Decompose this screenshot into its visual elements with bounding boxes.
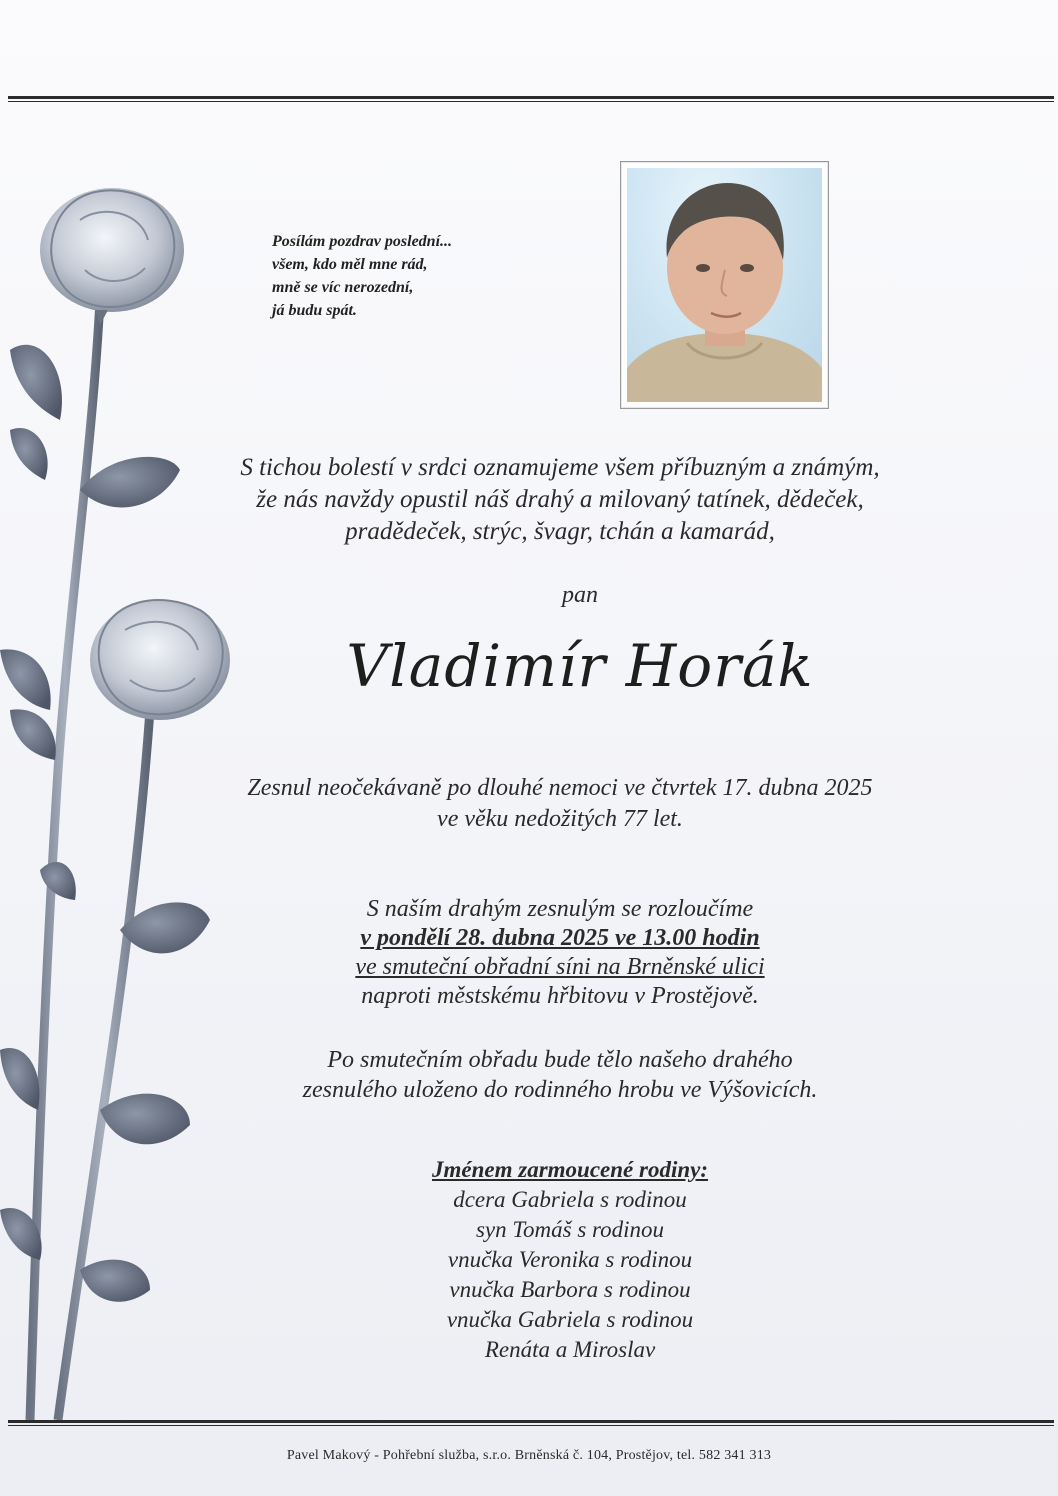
pan-label: pan	[562, 582, 598, 608]
death-line: Zesnul neočekávaně po dlouhé nemoci ve čtvrtek 17. dubna 2025	[247, 775, 873, 801]
family-heading: Jménem zarmoucené rodiny:	[432, 1157, 708, 1182]
family-member: vnučka Veronika s rodinou	[447, 1247, 693, 1272]
funeral-service-footer: Pavel Makový - Pohřební služba, s.r.o. Brněnská č. 104, Prostějov, tel. 582 341 313	[286, 1448, 772, 1463]
stem-lower	[58, 710, 150, 1420]
announcement-intro	[180, 452, 940, 548]
ceremony-info	[240, 895, 880, 1011]
burial-line: Po smutečním obřadu bude tělo našeho drahého	[327, 1047, 793, 1073]
rose-upper	[40, 188, 184, 325]
death-notice	[180, 773, 940, 835]
intro-line: pradědeček, strýc, švagr, tchán a kamarád,	[345, 518, 775, 545]
family-member: vnučka Gabriela s rodinou	[446, 1307, 694, 1332]
poem	[272, 230, 572, 322]
burial-info	[240, 1045, 880, 1105]
ceremony-date: v pondělí 28. dubna 2025 ve 13.00 hodin	[360, 925, 760, 951]
top-rule	[8, 96, 1054, 99]
intro-line: S tichou bolestí v srdci oznamujeme všem příbuzným a známým,	[240, 454, 880, 481]
poem-line: všem, kdo měl mne rád,	[272, 256, 428, 273]
bottom-rule	[8, 1420, 1054, 1423]
poem-line: já budu spát.	[272, 302, 357, 319]
poem-line: Posílám pozdrav poslední...	[272, 233, 453, 250]
family-list	[340, 1155, 800, 1365]
bottom-rule-thin	[8, 1425, 1054, 1426]
intro-line: že nás navždy opustil náš drahý a milovaný tatínek, dědeček,	[256, 486, 864, 513]
poem-line: mně se víc nerozední,	[272, 279, 414, 296]
portrait-photo	[627, 168, 822, 402]
ceremony-place: ve smuteční obřadní síni na Brněnské ulici	[355, 954, 765, 980]
family-member: vnučka Barbora s rodinou	[449, 1277, 691, 1302]
death-line: ve věku nedožitých 77 let.	[437, 806, 683, 832]
top-rule-thin	[8, 101, 1054, 102]
family-member: dcera Gabriela s rodinou	[453, 1187, 687, 1212]
ceremony-line: naproti městskému hřbitovu v Prostějově.	[361, 983, 759, 1009]
rose-lower	[90, 600, 230, 720]
deceased-name: Vladimír Horák	[346, 632, 814, 700]
burial-line: zesnulého uloženo do rodinného hrobu ve Výšovicích.	[302, 1077, 818, 1103]
rose-leaves	[0, 345, 210, 1302]
ceremony-line: S naším drahým zesnulým se rozloučíme	[366, 896, 754, 922]
portrait-frame	[620, 161, 829, 409]
family-member: Renáta a Miroslav	[484, 1337, 656, 1362]
family-member: syn Tomáš s rodinou	[475, 1217, 665, 1242]
